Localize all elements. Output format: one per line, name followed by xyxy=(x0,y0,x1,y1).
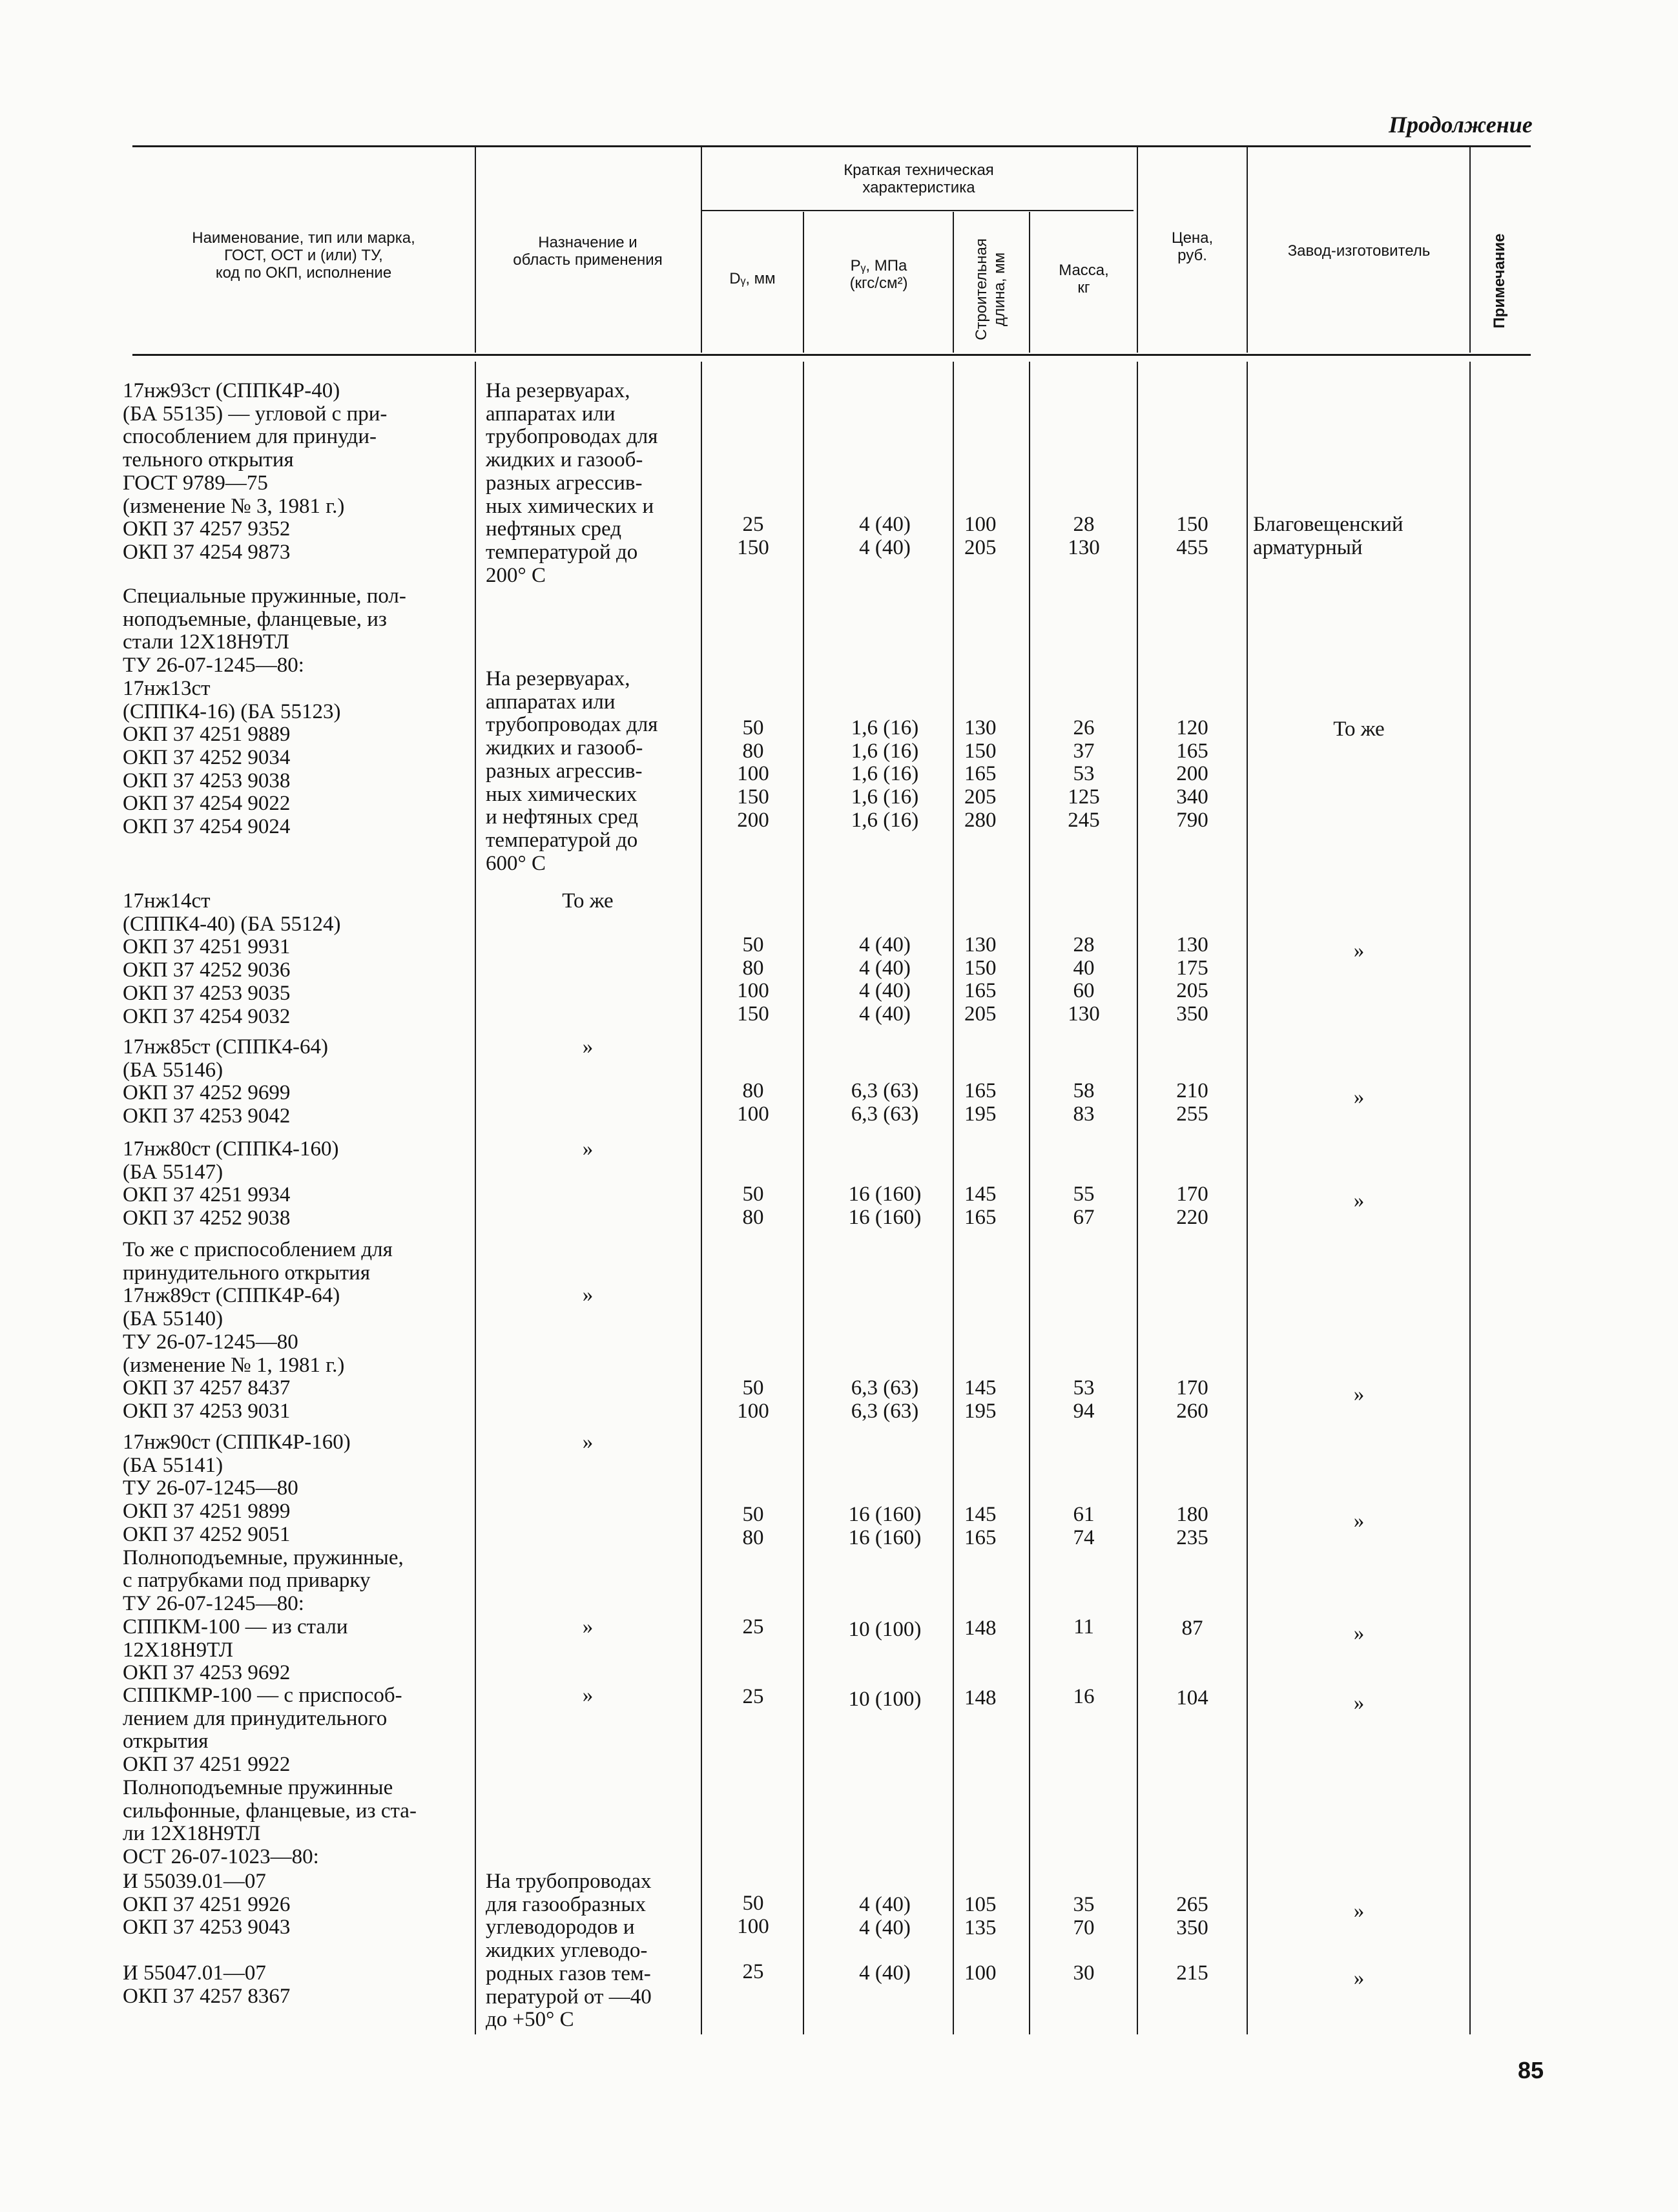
row-name: СППКМ-100 — из стали 12Х18Н9ТЛ ОКП 37 4253 9692 xyxy=(123,1615,348,1685)
row-dy: 50 80 xyxy=(742,1503,764,1549)
row-dy: 50 100 xyxy=(737,1892,769,1938)
row-length: 145 195 xyxy=(964,1376,997,1423)
row-purpose: » xyxy=(582,1035,594,1059)
row-purpose: » xyxy=(582,1137,594,1161)
row-dy: 25 xyxy=(742,1685,764,1708)
row-dy: 25 xyxy=(742,1615,764,1638)
row-price: 120 165 200 340 790 xyxy=(1176,716,1208,832)
row-mass: 61 74 xyxy=(1073,1503,1095,1549)
row-dy: 50 80 100 150 xyxy=(737,933,769,1026)
row-maker: » xyxy=(1353,939,1365,962)
row-py: 16 (160) 16 (160) xyxy=(848,1183,922,1229)
tech-group-rule xyxy=(701,210,1134,211)
header-bottom-rule xyxy=(132,354,1531,356)
row-price: 130 175 205 350 xyxy=(1176,933,1208,1026)
header-purpose: Назначение и область применения xyxy=(513,234,663,269)
row-py: 16 (160) 16 (160) xyxy=(848,1503,922,1549)
row-purpose: На резервуарах, аппаратах или трубопроводах для жидких и газооб- разных агрессив- ных химических и нефтяных сред температурой до 600° С xyxy=(486,667,658,875)
row-mass: 35 70 xyxy=(1073,1893,1095,1939)
row-py: 6,3 (63) 6,3 (63) xyxy=(851,1376,919,1423)
row-dy: 80 100 xyxy=(737,1079,769,1126)
row-mass: 28 130 xyxy=(1068,513,1100,559)
row-length: 105 135 xyxy=(964,1893,997,1939)
row-maker: То же xyxy=(1333,718,1385,741)
row-py: 4 (40) xyxy=(859,1961,911,1985)
row-length: 148 xyxy=(964,1617,997,1640)
row-name: 17нж14ст (СППК4-40) (БА 55124) ОКП 37 4251 9931 ОКП 37 4252 9036 ОКП 37 4253 9035 ОКП 37 4254 9032 xyxy=(123,889,341,1028)
row-mass: 30 xyxy=(1073,1961,1095,1985)
row-name: И 55039.01—07 ОКП 37 4251 9926 ОКП 37 4253 9043 xyxy=(123,1870,291,1939)
row-price: 210 255 xyxy=(1176,1079,1208,1126)
row-maker: » xyxy=(1353,1899,1365,1923)
row-mass: 26 37 53 125 245 xyxy=(1068,716,1100,832)
header-dy: Dᵧ, мм xyxy=(729,270,776,287)
top-rule xyxy=(132,145,1531,147)
row-py: 4 (40) 4 (40) 4 (40) 4 (40) xyxy=(859,933,911,1026)
row-py: 10 (100) xyxy=(848,1618,922,1641)
row-name: 17нж90ст (СППК4Р-160) (БА 55141) ТУ 26-07-1245—80 ОКП 37 4251 9899 ОКП 37 4252 9051 Полноподъемные, пружинные, с патрубками под приварку ТУ 26-07-1245—80: xyxy=(123,1431,404,1615)
row-price: 180 235 xyxy=(1176,1503,1208,1549)
row-length: 130 150 165 205 xyxy=(964,933,997,1026)
row-purpose: » xyxy=(582,1615,594,1638)
row-mass: 11 xyxy=(1073,1615,1094,1638)
row-price: 265 350 xyxy=(1176,1893,1208,1939)
row-mass: 55 67 xyxy=(1073,1183,1095,1229)
row-dy: 25 xyxy=(742,1960,764,1983)
header-note: Примечание xyxy=(1491,233,1508,329)
row-name: То же с приспособлением для принудительного открытия 17нж89ст (СППК4Р-64) (БА 55140) ТУ 26-07-1245—80 (изменение № 1, 1981 г.) ОКП 37 4257 8437 ОКП 37 4253 9031 xyxy=(123,1238,393,1423)
row-length: 145 165 xyxy=(964,1183,997,1229)
row-dy: 50 80 xyxy=(742,1183,764,1229)
row-maker: » xyxy=(1353,1086,1365,1109)
row-maker: » xyxy=(1353,1691,1365,1715)
row-purpose: На трубопроводах для газообразных углеводородов и жидких углеводо- родных газов тем- пературой от —40 до +50° С xyxy=(486,1870,652,2032)
row-name: 17нж80ст (СППК4-160) (БА 55147) ОКП 37 4251 9934 ОКП 37 4252 9038 xyxy=(123,1137,339,1230)
row-purpose: » xyxy=(582,1431,594,1454)
row-length: 148 xyxy=(964,1686,997,1710)
row-maker: Благовещенский арматурный xyxy=(1253,513,1404,559)
row-maker: » xyxy=(1353,1509,1365,1533)
continuation-label: Продолжение xyxy=(1389,112,1533,138)
row-py: 6,3 (63) 6,3 (63) xyxy=(851,1079,919,1126)
row-maker: » xyxy=(1353,1189,1365,1212)
row-purpose: То же xyxy=(562,889,614,913)
row-purpose: » xyxy=(582,1283,594,1307)
header-name: Наименование, тип или марка, ГОСТ, ОСТ и (или) ТУ, код по ОКП, исполнение xyxy=(192,229,415,282)
row-mass: 58 83 xyxy=(1073,1079,1095,1126)
row-length: 165 195 xyxy=(964,1079,997,1126)
header-mass: Масса, кг xyxy=(1059,262,1109,296)
row-name: 17нж93ст (СППК4Р-40) (БА 55135) — угловой с при- способлением для принуди- тельного открытия ГОСТ 9789—75 (изменение № 3, 1981 г.) ОКП 37 4257 9352 ОКП 37 4254 9873 xyxy=(123,379,388,564)
row-mass: 28 40 60 130 xyxy=(1068,933,1100,1026)
row-name: Специальные пружинные, пол- ноподъемные, фланцевые, из стали 12Х18Н9ТЛ ТУ 26-07-1245—80: 17нж13ст (СППК4-16) (БА 55123) ОКП 37 4251 9889 ОКП 37 4252 9034 ОКП 37 4253 9038 ОКП 37 4254 9022 ОКП 37 4254 9024 xyxy=(123,584,406,839)
page-number: 85 xyxy=(1518,2057,1544,2083)
header-tech-group: Краткая техническая характеристика xyxy=(844,161,994,196)
header-py: Pᵧ, МПа (кгс/см²) xyxy=(849,257,908,292)
header-price: Цена, руб. xyxy=(1171,229,1214,264)
row-py: 4 (40) 4 (40) xyxy=(859,1893,911,1939)
row-mass: 53 94 xyxy=(1073,1376,1095,1423)
header-maker: Завод-изготовитель xyxy=(1287,242,1431,260)
row-price: 104 xyxy=(1176,1686,1208,1710)
row-length: 130 150 165 205 280 xyxy=(964,716,997,832)
row-price: 215 xyxy=(1176,1961,1208,1985)
row-py: 4 (40) 4 (40) xyxy=(859,513,911,559)
row-maker: » xyxy=(1353,1383,1365,1406)
row-dy: 50 100 xyxy=(737,1376,769,1423)
row-py: 1,6 (16) 1,6 (16) 1,6 (16) 1,6 (16) 1,6 (16) xyxy=(851,716,919,832)
row-name: И 55047.01—07 ОКП 37 4257 8367 xyxy=(123,1961,291,2008)
row-purpose: На резервуарах, аппаратах или трубопроводах для жидких и газооб- разных агрессив- ных химических и нефтяных сред температурой до 200° С xyxy=(486,379,658,587)
header-length: Строительная длина, мм xyxy=(973,238,1008,340)
row-price: 170 260 xyxy=(1176,1376,1208,1423)
row-dy: 50 80 100 150 200 xyxy=(737,716,769,832)
row-price: 87 xyxy=(1181,1617,1203,1640)
row-length: 145 165 xyxy=(964,1503,997,1549)
row-py: 10 (100) xyxy=(848,1688,922,1711)
row-price: 170 220 xyxy=(1176,1183,1208,1229)
row-dy: 25 150 xyxy=(737,513,769,559)
row-length: 100 xyxy=(964,1961,997,1985)
row-maker: » xyxy=(1353,1967,1365,1990)
row-name: 17нж85ст (СППК4-64) (БА 55146) ОКП 37 4252 9699 ОКП 37 4253 9042 xyxy=(123,1035,328,1128)
row-length: 100 205 xyxy=(964,513,997,559)
row-mass: 16 xyxy=(1073,1685,1095,1708)
row-purpose: » xyxy=(582,1684,594,1707)
row-price: 150 455 xyxy=(1176,513,1208,559)
row-maker: » xyxy=(1353,1622,1365,1645)
row-name: СППКМР-100 — с приспособ- лением для принудительного открытия ОКП 37 4251 9922 Полноподъемные пружинные сильфонные, фланцевые, из ста- ли 12Х18Н9ТЛ ОСТ 26-07-1023—80: xyxy=(123,1684,417,1868)
